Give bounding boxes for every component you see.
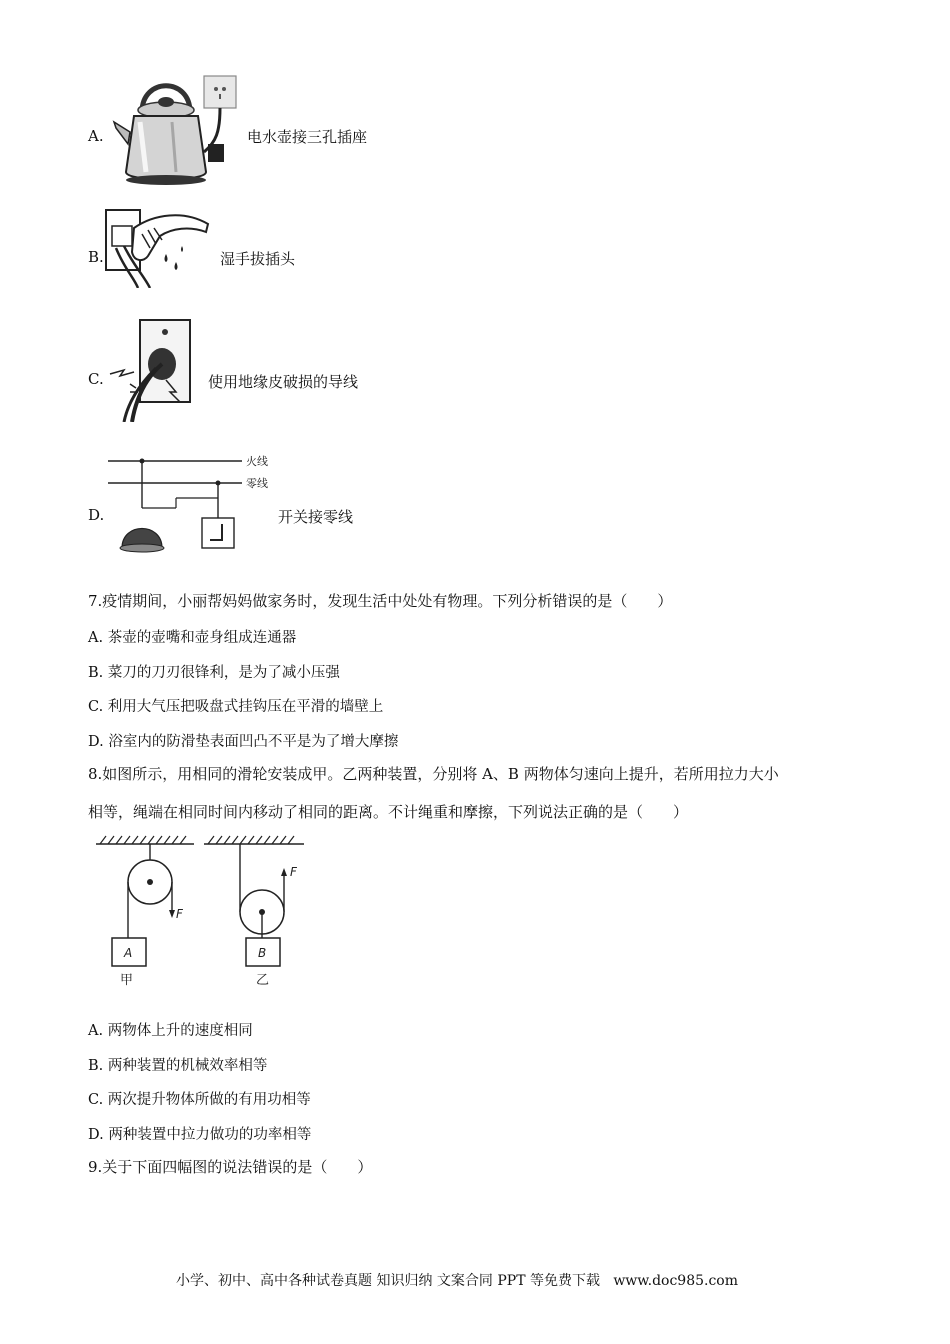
pulley-figure: [94, 830, 324, 990]
circuit-diagram: [106, 450, 282, 556]
caption-yi: 乙: [256, 973, 270, 988]
option-d-label: D.: [88, 506, 105, 524]
option-a-label: A.: [88, 127, 104, 145]
kettle-image: [112, 72, 244, 190]
live-wire-label: 火线: [246, 455, 268, 468]
q8-stem-line2: 相等，绳端在相同时间内移动了相同的距离。不计绳重和摩擦，下列说法正确的是（ ）: [88, 803, 689, 821]
option-c-label: C.: [88, 370, 104, 388]
q7-choice-d: D. 浴室内的防滑垫表面凹凸不平是为了增大摩擦: [88, 734, 399, 750]
option-b-text: 湿手拔插头: [220, 250, 296, 268]
q7-choice-b: B. 菜刀的刀刃很锋利，是为了减小压强: [88, 665, 340, 681]
wet-hand-plug-image: [104, 206, 214, 288]
q8-choice-b: B. 两种装置的机械效率相等: [88, 1058, 268, 1074]
neutral-wire-label: 零线: [246, 477, 268, 490]
q9-stem: 9.关于下面四幅图的说法错误的是（ ）: [88, 1158, 373, 1176]
option-b-label: B.: [88, 248, 104, 266]
q8-stem-line1: 8.如图所示，用相同的滑轮安装成甲。乙两种装置，分别将 A、B 两物体匀速向上提升，若所用拉力大小: [88, 765, 779, 783]
q8-choice-a: A. 两物体上升的速度相同: [88, 1023, 253, 1039]
force-label-b: F: [290, 865, 297, 879]
q8-choice-d: D. 两种装置中拉力做功的功率相等: [88, 1127, 312, 1143]
q7-stem: 7.疫情期间，小丽帮妈妈做家务时，发现生活中处处有物理。下列分析错误的是（ ）: [88, 592, 673, 610]
block-b-label: B: [258, 946, 267, 960]
block-a-label: A: [124, 946, 133, 960]
q8-choice-c: C. 两次提升物体所做的有用功相等: [88, 1092, 311, 1108]
q7-choice-a: A. 茶壶的壶嘴和壶身组成连通器: [88, 630, 297, 646]
page-footer: 小学、初中、高中各种试卷真题 知识归纳 文案合同 PPT 等免费下载 www.doc985.com: [176, 1273, 739, 1289]
option-d-text: 开关接零线: [278, 508, 354, 526]
damaged-wire-image: [106, 318, 202, 422]
caption-jia: 甲: [120, 973, 134, 988]
q7-choice-c: C. 利用大气压把吸盘式挂钩压在平滑的墙壁上: [88, 699, 384, 715]
force-label-a: F: [176, 907, 183, 921]
option-a-text: 电水壶接三孔插座: [247, 128, 368, 146]
option-c-text: 使用地缘皮破损的导线: [208, 373, 359, 391]
